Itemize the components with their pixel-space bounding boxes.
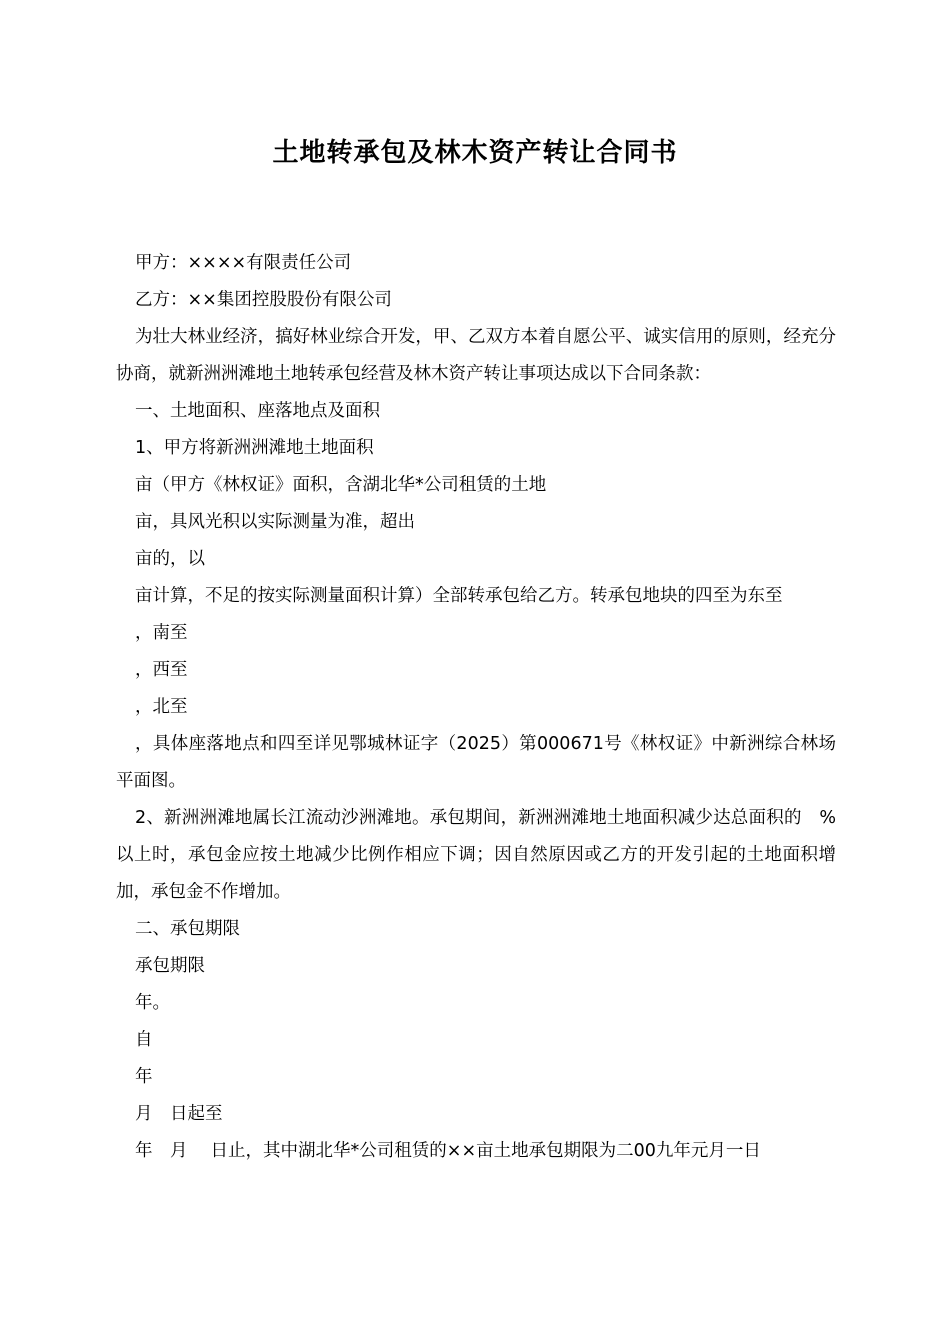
party-a-line: 甲方：××××有限责任公司 xyxy=(135,253,352,273)
clause-1-mu-line-2: 亩，具风光积以实际测量为准，超出 xyxy=(135,512,415,532)
clause-1-line: 1、甲方将新洲洲滩地土地面积 xyxy=(135,438,374,458)
term-line-3: 自 xyxy=(135,1030,153,1050)
clause-1-boundary-west: ，西至 xyxy=(135,660,188,680)
term-line-1: 承包期限 xyxy=(135,956,205,976)
clause-1-boundary-east: 亩计算，不足的按实际测量面积计算）全部转承包给乙方。转承包地块的四至为东至 xyxy=(135,586,783,606)
document-body xyxy=(116,245,836,1170)
clause-1-mu-line-3: 亩的，以 xyxy=(135,549,205,569)
party-b-line: 乙方：××集团控股股份有限公司 xyxy=(135,290,392,310)
term-line-6: 年 月 日止，其中湖北华*公司租赁的××亩土地承包期限为二00九年元月一日 xyxy=(135,1141,761,1161)
document-title: 土地转承包及林木资产转让合同书 xyxy=(272,138,678,168)
section-heading-land: 一、土地面积、座落地点及面积 xyxy=(135,401,380,421)
clause-1-location-detail: ，具体座落地点和四至详见鄂城林证字（2025）第000671号《林权证》中新洲综合林场平面图。 xyxy=(116,734,836,791)
term-line-2: 年。 xyxy=(135,993,170,1013)
term-line-4: 年 xyxy=(135,1067,153,1087)
section-heading-term: 二、承包期限 xyxy=(135,919,240,939)
term-line-5: 月 日起至 xyxy=(135,1104,223,1124)
clause-1-boundary-south: ，南至 xyxy=(135,623,188,643)
clause-1-mu-line-1: 亩（甲方《林权证》面积，含湖北华*公司租赁的土地 xyxy=(135,475,547,495)
clause-1-boundary-north: ，北至 xyxy=(135,697,188,717)
preamble-paragraph: 为壮大林业经济，搞好林业综合开发，甲、乙双方本着自愿公平、诚实信用的原则，经充分协商，就新洲洲滩地土地转承包经营及林木资产转让事项达成以下合同条款： xyxy=(116,327,836,384)
clause-2-paragraph: 2、新洲洲滩地属长江流动沙洲滩地。承包期间，新洲洲滩地土地面积减少达总面积的 %以上时，承包金应按土地减少比例作相应下调；因自然原因或乙方的开发引起的土地面积增加，承包金不作增加。 xyxy=(116,808,836,902)
